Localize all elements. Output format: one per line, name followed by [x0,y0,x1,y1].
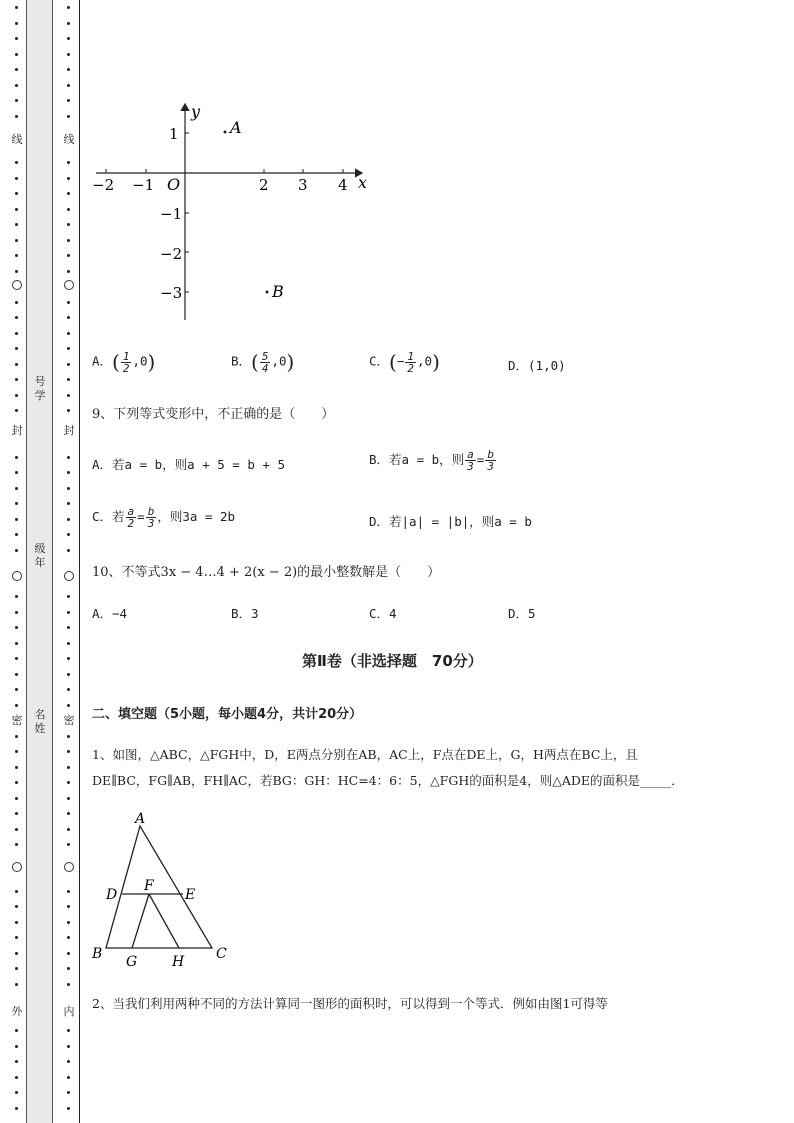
cut-dot [15,766,18,769]
cut-dot [15,549,18,552]
point-g-label: G [126,954,138,970]
vertex-b-label: B [92,946,103,962]
origin-label: O [167,175,181,194]
cut-dot [67,750,70,753]
cut-dot [15,1091,18,1094]
cut-dot [15,239,18,242]
cut-dot [67,487,70,490]
segment-fg [132,894,149,948]
cut-dot [15,456,18,459]
point-f-label: F [144,878,154,894]
vertex-a-label: A [135,811,146,827]
inner-mark-inside: 内 [63,1005,75,1018]
cut-dot [67,967,70,970]
y-tick-label: −3 [160,284,183,302]
q10-stem: 10、不等式3x − 4…4 + 2(x − 2)的最小整数解是（ ） [92,565,441,580]
cut-dot [67,378,70,381]
cut-dot [67,533,70,536]
outer-mark-secret: 密 [11,714,23,727]
cut-dot [15,921,18,924]
point-a-label: A [230,118,242,137]
cut-dot [15,518,18,521]
cut-dot [15,347,18,350]
x-tick-label: 2 [259,176,269,194]
cut-dot [15,936,18,939]
triangle-figure [88,806,248,971]
cut-dot [15,332,18,335]
cut-dot [15,642,18,645]
cut-dot [15,270,18,273]
cut-dot [67,471,70,474]
q10-option-a[interactable]: A．−4 [92,606,128,621]
cut-dot [15,177,18,180]
cut-dot [15,316,18,319]
cut-dot [67,1045,70,1048]
cut-dot [67,890,70,893]
cut-dot [67,549,70,552]
outer-mark-seal: 封 [11,424,23,437]
cut-dot [67,797,70,800]
cut-dot [67,456,70,459]
outer-mark-outside: 外 [11,1005,23,1018]
cut-dot [15,797,18,800]
cut-dot [15,502,18,505]
cut-dot [15,1107,18,1110]
field-name: 名姓 [34,708,46,735]
x-axis-label: x [358,173,368,192]
cut-dot [15,487,18,490]
cut-dot [15,657,18,660]
cut-dot [67,161,70,164]
cut-dot [15,53,18,56]
part2-title: 第Ⅱ卷（非选择题 70分） [302,652,483,670]
cut-dot [15,1045,18,1048]
cut-dot [15,595,18,598]
cut-dot [67,766,70,769]
q10-option-b[interactable]: B．3 [231,606,259,621]
cut-dot [67,595,70,598]
cut-dot [15,611,18,614]
triangle-abc [106,826,212,948]
inner-mark-line: 线 [63,133,75,146]
cut-dot [15,983,18,986]
q10-option-c[interactable]: C．4 [369,606,397,621]
cut-dot [15,828,18,831]
q8-option-d[interactable]: D．(1,0) [508,358,566,373]
cut-dot [67,239,70,242]
cut-dot [67,673,70,676]
cut-dot [67,192,70,195]
cut-dot [67,409,70,412]
outer-mark-line: 线 [11,133,23,146]
cut-dot [67,611,70,614]
cut-dot [67,921,70,924]
cut-dot [67,99,70,102]
cut-dot [15,673,18,676]
cut-dot [15,115,18,118]
point-a [224,131,227,134]
point-d-label: D [106,887,118,903]
y-tick-label: 1 [169,125,179,143]
cut-dot [67,1060,70,1063]
cut-dot [67,502,70,505]
point-h-label: H [172,954,185,970]
cut-dot [15,363,18,366]
cut-dot [15,394,18,397]
q8-option-c[interactable]: C．(− $\frac{1}{2}$ ,0) [369,349,440,375]
point-b-label: B [272,282,284,301]
cut-dot [67,1091,70,1094]
section2-heading: 二、填空题（5小题，每小题4分，共计20分） [92,707,363,722]
cut-dot [67,518,70,521]
cut-dot [15,378,18,381]
cut-dot [15,301,18,304]
q9-option-a[interactable]: A．若a = b，则a + 5 = b + 5 [92,457,285,472]
inner-mark-seal: 封 [63,424,75,437]
y-tick-label: −1 [160,205,183,223]
cut-dot [15,781,18,784]
cut-dot [15,223,18,226]
cut-dot [67,84,70,87]
cut-dot [15,6,18,9]
cut-dot [67,1076,70,1079]
cut-dot [15,1060,18,1063]
cut-line-dots-inner [67,0,71,1123]
cut-dot [15,812,18,815]
inner-mark-secret: 密 [63,714,75,727]
cut-dot [67,270,70,273]
cut-dot [67,115,70,118]
fill1-line2: DE∥BC，FG∥AB，FH∥AC，若BG：GH：HC=4：6：5，△FGH的面积是4，则△ADE的面积是_____． [92,773,684,788]
cut-dot [15,254,18,257]
cut-dot [67,254,70,257]
cut-dot [67,6,70,9]
cut-dot [67,1029,70,1032]
cut-dot [15,967,18,970]
cut-dot [67,68,70,71]
cut-dot [15,533,18,536]
point-e-label: E [185,887,196,903]
q9-stem: 9、下列等式变形中，不正确的是（ ） [92,407,335,422]
field-student-number: 号学 [34,375,46,402]
binding-margin-outer [0,0,26,1123]
cut-dot [67,363,70,366]
cut-dot [15,1076,18,1079]
cut-dot [67,53,70,56]
cut-dot [67,37,70,40]
cut-dot [67,812,70,815]
cut-dot [15,471,18,474]
cut-dot [67,905,70,908]
cut-dot [15,890,18,893]
x-tick-label: 4 [338,176,348,194]
cut-dot [67,301,70,304]
point-b [266,291,269,294]
cut-dot [15,99,18,102]
cut-dot [15,735,18,738]
cut-dot [15,905,18,908]
cut-dot [67,983,70,986]
cut-dot [67,208,70,211]
cut-dot [15,22,18,25]
segment-fh [149,894,179,948]
cut-dot [67,316,70,319]
cut-dot [15,1029,18,1032]
cut-dot [67,177,70,180]
cut-dot [67,1107,70,1110]
cut-dot [15,37,18,40]
cut-dot [67,223,70,226]
cut-dot [67,642,70,645]
cut-dot [67,657,70,660]
cut-dot [15,84,18,87]
cut-dot [67,952,70,955]
cut-dot [15,704,18,707]
cut-dot [67,332,70,335]
vertex-c-label: C [216,946,227,962]
x-tick-label: −2 [92,176,115,194]
q10-option-d[interactable]: D．5 [508,606,536,621]
cut-dot [15,208,18,211]
cut-dot [67,347,70,350]
cut-dot [15,192,18,195]
coordinate-graph [90,100,380,325]
cut-dot [67,626,70,629]
cut-dot [67,22,70,25]
cut-line-dots-outer [15,0,19,1123]
y-axis-label: y [191,102,201,121]
field-grade: 级年 [34,542,46,569]
cut-dot [15,952,18,955]
x-tick-label: 3 [298,176,308,194]
q9-option-d[interactable]: D．若|a| = |b|，则a = b [369,514,532,529]
cut-dot [67,781,70,784]
cut-dot [67,828,70,831]
cut-dot [67,843,70,846]
cut-dot [67,735,70,738]
cut-dot [15,409,18,412]
q8-option-a[interactable]: A．( $\frac{1}{2}$ ,0) [92,349,156,375]
cut-dot [67,704,70,707]
x-tick-label: −1 [132,176,155,194]
cut-dot [15,843,18,846]
cut-dot [15,688,18,691]
cut-dot [67,936,70,939]
cut-dot [67,394,70,397]
fill1-line1: 1、如图，△ABC，△FGH中，D，E两点分别在AB，AC上，F点在DE上，G，H两点在BC上，且 [92,747,638,762]
q9-option-b[interactable]: B．若a = b，则 $\frac{a}{3}$ = $\frac{b}{3}$ [369,448,494,473]
q8-option-b[interactable]: B．( $\frac{5}{4}$ ,0) [231,349,295,375]
cut-dot [15,68,18,71]
cut-dot [15,161,18,164]
y-tick-label: −2 [160,245,183,263]
cut-dot [67,688,70,691]
cut-dot [15,750,18,753]
cut-dot [15,626,18,629]
q9-option-c[interactable]: C．若 $\frac{a}{2}$ = $\frac{b}{3}$ ，则3a = 2b [92,505,235,530]
fill2-text: 2、当我们利用两种不同的方法计算同一图形的面积时，可以得到一个等式．例如由图1可得等 [92,996,608,1011]
